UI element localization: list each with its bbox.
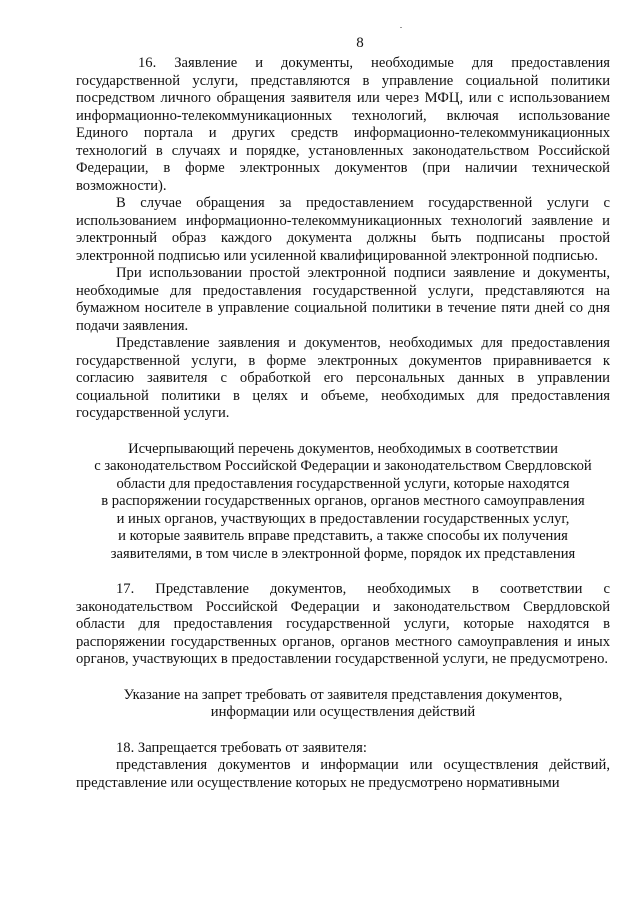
heading-line: Исчерпывающий перечень документов, необходимых в соответствии [128, 440, 558, 457]
spacer [76, 722, 610, 740]
section-16-paragraph-2: В случае обращения за предоставлением государственной услуги с использованием информационно-телекоммуникационных технологий заявление и электронный образ каждого документа должны быть подписаны простой электронной подписью или усиленной квалифицированной электронной подписью. [76, 195, 610, 264]
heading-line: информации или осуществления действий [210, 704, 476, 720]
heading-line: в распоряжении государственных органов, органов местного самоуправления [101, 493, 585, 509]
heading-line: области для предоставления государственной услуги, которые находятся [116, 475, 570, 492]
spacer [76, 563, 610, 581]
section-16-paragraph-4: Представление заявления и документов, необходимых для предоставления государственной услуги, в форме электронных документов приравнивается к согласию заявителя с обработкой его персональных данных в управлении социальной политики в целях и объеме, необходимых для предоставления государственной услуги. [76, 335, 610, 421]
page-number: 8 [356, 35, 364, 51]
section-18-paragraph-2: представления документов и информации или осуществления действий, представление или осуществление которых не предусмотрено нормативными [76, 757, 610, 791]
heading-line: с законодательством Российской Федерации и законодательством Свердловской [94, 458, 592, 474]
heading-line: заявителями, в том числе в электронной форме, порядок их представления [110, 545, 576, 562]
heading-line: и иных органов, участвующих в предоставлении государственных услуг, [116, 510, 570, 527]
scan-speck [400, 27, 402, 28]
section-18-paragraph-1: 18. Запрещается требовать от заявителя: [116, 739, 367, 756]
section-16-paragraph-1: 16. Заявление и документы, необходимые для предоставления государственной услуги, представляются в управление социальной политики посредством личного обращения заявителя или через МФЦ, или с использованием информационно-телекоммуникационных технологий, включая использование Единого портала и других средств информационно-телекоммуникационных технологий в случаях и порядке, установленных законодательством Российской Федерации, в форме электронных документов (при наличии технической возможности). [76, 55, 610, 194]
heading-line: и которые заявитель вправе представить, а также способы их получения [118, 528, 568, 544]
spacer [76, 669, 610, 687]
heading-prohibition [76, 687, 610, 722]
spacer [76, 423, 610, 441]
section-17-paragraph-1: 17. Представление документов, необходимых в соответствии с законодательством Российской Федерации и законодательством Свердловской области для предоставления государственной услуги, которые находятся в распоряжении государственных органов, органов местного самоуправления и иных органов, участвующих в предоставлении государственной услуги, не предусмотрено. [76, 581, 610, 667]
heading-documents-list [76, 441, 610, 564]
section-16-paragraph-3: При использовании простой электронной подписи заявление и документы, необходимые для предоставления государственной услуги, представляются на бумажном носителе в управление социальной политики в течение пяти дней со дня подачи заявления. [76, 265, 610, 334]
heading-line: Указание на запрет требовать от заявителя представления документов, [123, 686, 563, 703]
